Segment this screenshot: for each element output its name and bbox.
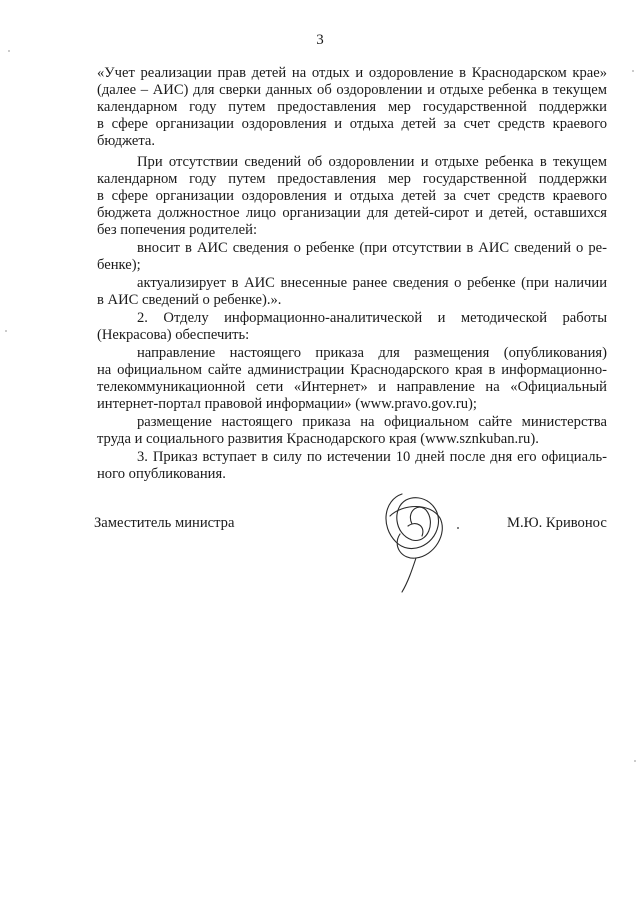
text-line: бюджета.	[97, 133, 156, 149]
text-line: без попечения родителей:	[97, 222, 258, 238]
text-line: телекоммуникационной сети «Интернет» и направление на «Официальный	[97, 379, 607, 395]
text-line: интернет-портал правовой информации» (www.pravo.gov.ru);	[97, 396, 477, 412]
text-line: труда и социального развития Краснодарского края (www.sznkuban.ru).	[97, 431, 539, 447]
text-line: (Некрасова) обеспечить:	[97, 327, 250, 343]
text-line: направление настоящего приказа для размещения (опубликования)	[137, 345, 607, 361]
text-line: 2. Отделу информационно-аналитической и методической работы	[137, 310, 607, 326]
scan-speck	[8, 50, 10, 52]
text-line: в сфере организации оздоровления и отдыха детей за счет средств краевого	[97, 116, 607, 132]
text-line: бенке);	[97, 257, 141, 273]
signatory-title: Заместитель министра	[94, 515, 235, 531]
page-number: 3	[316, 32, 324, 48]
scan-speck	[632, 70, 634, 72]
text-line: При отсутствии сведений об оздоровлении и отдыхе ребенка в текущем	[137, 154, 607, 170]
text-line: в АИС сведений о ребенке).».	[97, 292, 282, 308]
signatory-name: М.Ю. Кривонос	[507, 515, 607, 531]
text-line: в сфере организации оздоровления и отдыха детей за счет средств краевого	[97, 188, 607, 204]
text-line: актуализирует в АИС внесенные ранее сведения о ребенке (при наличии	[137, 275, 607, 291]
text-line: «Учет реализации прав детей на отдых и оздоровление в Краснодарском крае»	[97, 65, 607, 81]
text-line: бюджета должностное лицо организации для детей-сирот и детей, оставшихся	[97, 205, 607, 221]
handwritten-signature	[372, 486, 472, 596]
text-line: 3. Приказ вступает в силу по истечении 10 дней после дня его официаль-	[137, 449, 607, 465]
scan-speck	[634, 760, 636, 762]
text-line: ного опубликования.	[97, 466, 226, 482]
text-line: вносит в АИС сведения о ребенке (при отсутствии в АИС сведений о ре-	[137, 240, 607, 256]
text-line: размещение настоящего приказа на официальном сайте министерства	[137, 414, 607, 430]
text-line: (далее – АИС) для сверки данных об оздоровлении и отдыхе ребенка в текущем	[97, 82, 607, 98]
text-line: календарном году путем предоставления мер государственной поддержки	[97, 99, 607, 115]
scan-speck	[5, 330, 7, 332]
text-line: на официальном сайте администрации Краснодарского края в информационно-	[97, 362, 607, 378]
text-line: календарном году путем предоставления мер государственной поддержки	[97, 171, 607, 187]
